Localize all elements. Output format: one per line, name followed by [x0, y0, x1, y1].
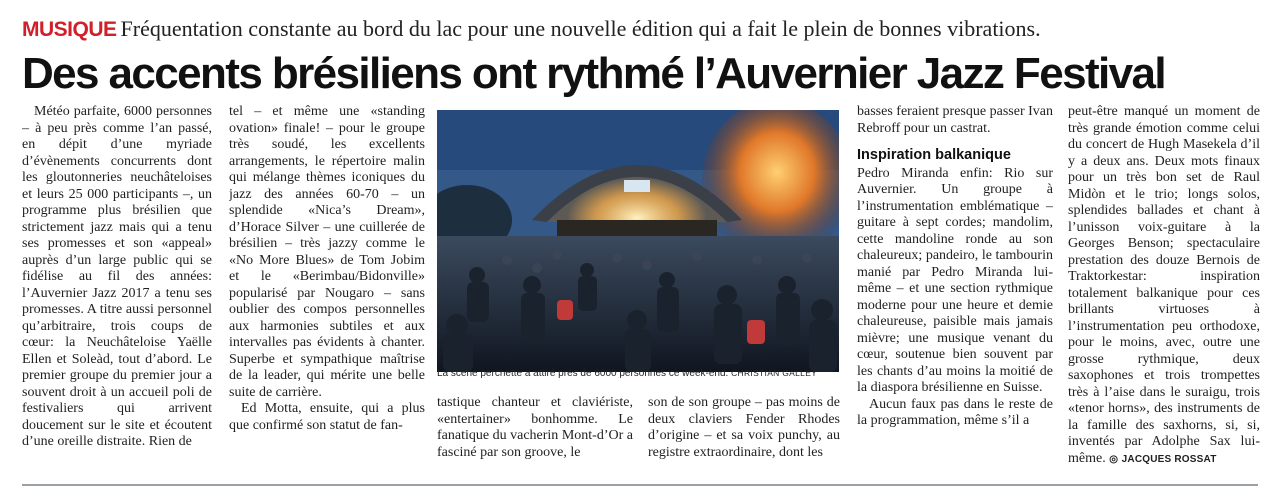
author-byline: JACQUES ROSSAT: [1121, 453, 1217, 465]
bottom-rule: [22, 484, 1258, 486]
concert-stage-image: [437, 110, 839, 372]
article-column-1: [22, 104, 212, 476]
article-paragraph-text: peut-être manqué un moment de très grande émotion comme celui du concert de Hugh Masekela d’il y a deux ans. Deux mots finaux pour un très bon set de Raul Midòn et le trio; longs solos, splendides ballades et chant à l’unisson voix-guitare à la Georges Benson; spectaculaire prestation des douze Bernois de Traktorkestar: inspiration totalement balkanique pour ces brillants virtuoses à l’instrumentation peu orthodoxe, pour le moins, avec, outre une grosse rythmique, deux saxophones et trois trompettes très à l’aise dans le suraigu, trois «tenor horns», des instruments de la famille des saxhorns, si, si, inventés par Adolphe Sax lui-même.: [1068, 104, 1260, 466]
article-paragraph: tel – et même une «standing ovation» finale! – pour le groupe très soudé, les excellents arrangements, le répertoire malin qui mélange thèmes iconiques du jazz des années 60-70 – un splendide «Nica’s Dream», d’Horace Silver – une cuillerée de brésilien – très jazzy comme le «No More Blues» de Tom Jobim et le «Berimbau/Bidonville» popularisé par Nougaro – sans oublier des compos personnelles aux harmonies subtiles et aux intervalles pas évidents à chanter. Superbe et sympathique maîtrise de la leader, qui mérite une belle suite de carrière.: [229, 104, 425, 400]
byline-mark: ◎: [1109, 453, 1119, 465]
article-column-5: [857, 104, 1053, 476]
article-paragraph: Pedro Miranda enfin: Rio sur Auvernier. Un groupe à l’instrumentation emblématique – guitare à sept cordes; mandolim, cette mandoline ronde au son chaleureux; pandeiro, le tambourin manié par Pedro Miranda lui-même – et une section rythmique moderne pour une heure et demie chaleureuse, paisible mais jamais mièvre; une musique venant du cœur, soutenue bien souvent par les chants d’au moins la moitié de la diaspora brésilienne en Suisse.: [857, 165, 1053, 395]
article-paragraph: Météo parfaite, 6000 personnes – à peu près comme l’an passé, en dépit d’une myriade d’évènements concurrents dont les gloutonneries neuchâteloises et leurs 25 000 participants –, un programme plus brésilien que strictement jazz mais qui a tenu ses promesses et son «appeal» auprès d’un large public qui se fidélise au fil des années: l’Auvernier Jazz 2017 a tenu ses promesses. A titre aussi personnel qu’arbitraire, trois coups de cœur: la Neuchâteloise Yaëlle Ellen et Soleàd, tout d’abord. Le premier groupe du premier jour a souvent droit à un accueil poli de festivaliers qui arrivent doucement sur le site et écoutent d’une oreille distraite. Rien de: [22, 104, 212, 449]
article-paragraph: son de son groupe – pas moins de deux claviers Fender Rhodes d’origine – et sa voix punchy, au registre extraordinaire, dont les: [648, 395, 840, 460]
article-column-4: [648, 395, 840, 476]
article-column-3: [437, 395, 633, 476]
article-column-6: [1068, 104, 1260, 476]
article-headline: Des accents brésiliens ont rythmé l’Auvernier Jazz Festival: [22, 50, 1165, 98]
section-kicker: MUSIQUE: [22, 18, 117, 41]
article-paragraph: [1068, 104, 1260, 468]
article-paragraph: Ed Motta, ensuite, qui a plus que confirmé son statut de fan-: [229, 401, 425, 433]
subheadline: Fréquentation constante au bord du lac pour une nouvelle édition qui a fait le plein de bonnes vibrations.: [120, 16, 1041, 41]
concert-photo: [437, 110, 839, 372]
section-heading: Inspiration balkanique: [857, 147, 1011, 163]
headline-kicker-line: [22, 16, 1262, 42]
article-paragraph: basses feraient presque passer Ivan Rebroff pour un castrat.: [857, 104, 1053, 136]
photo-caption: [437, 368, 842, 386]
article-paragraph: Aucun faux pas dans le reste de la programmation, même s’il a: [857, 396, 1053, 428]
article-paragraph: tastique chanteur et claviériste, «entertainer» bonhomme. Le fanatique du vacherin Mont-d’Or a fasciné par son groove, le: [437, 395, 633, 460]
photo-caption-text: La scène perchette a attiré près de 6000 personnes ce week-end.: [437, 368, 729, 379]
photo-credit: CHRISTIAN GALLEY: [731, 368, 818, 378]
article-column-2: [229, 104, 425, 476]
